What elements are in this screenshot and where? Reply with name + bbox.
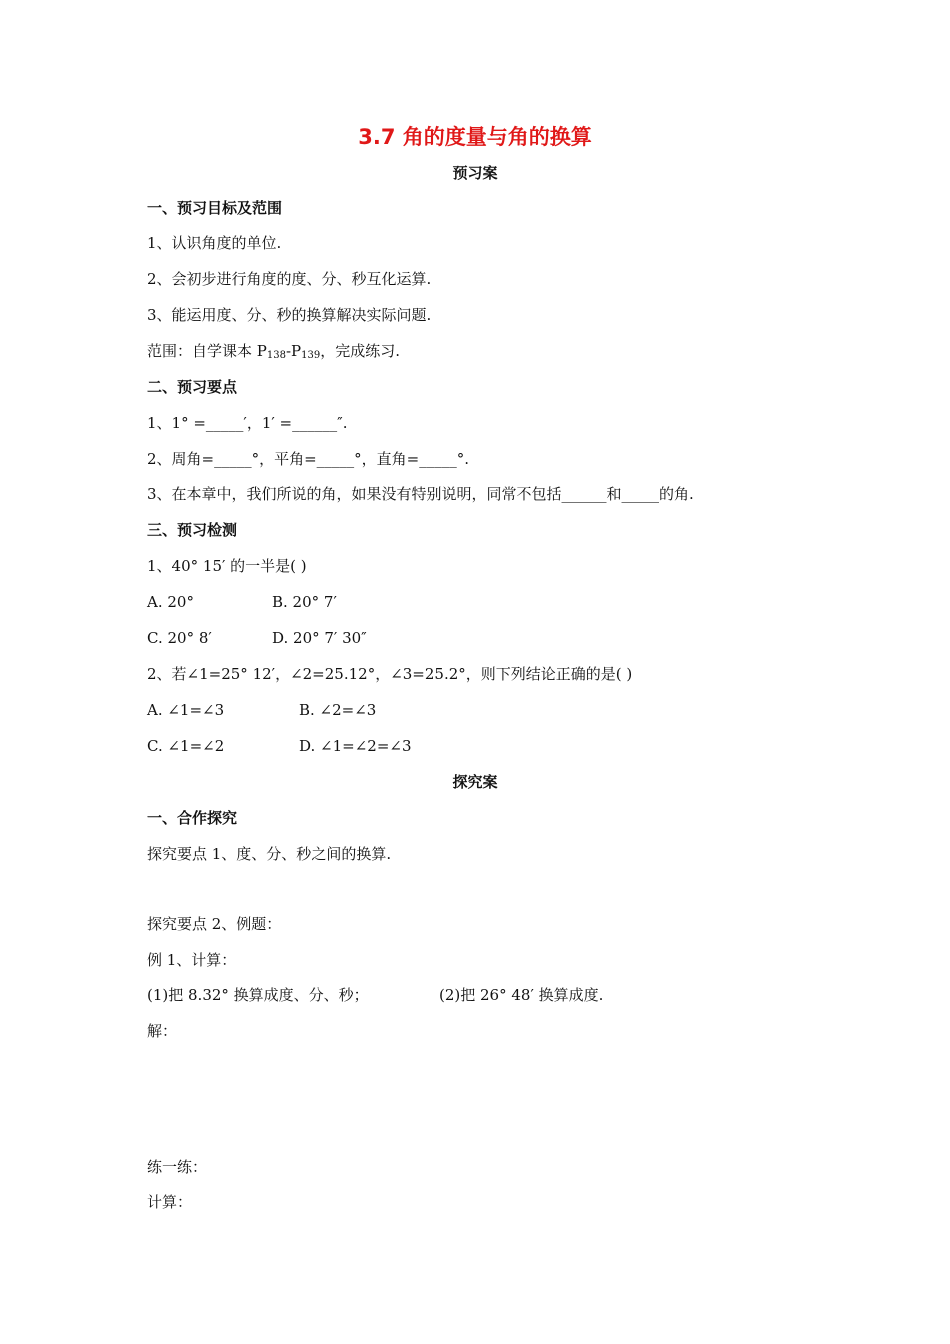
example-1: 例 1、计算： [147, 951, 237, 969]
explore-heading: 探究案 [452, 773, 498, 791]
q2-option-b: B. ∠2=∠3 [299, 701, 377, 719]
scope-text-a: 范围：自学课本 P [147, 342, 267, 360]
section2-title: 二、预习要点 [147, 378, 238, 396]
explore-point-1: 探究要点 1、度、分、秒之间的换算. [147, 845, 392, 863]
point-item-2: 2、周角=_____°，平角=_____°，直角=_____°. [147, 450, 470, 468]
section3-title: 三、预习检测 [147, 521, 238, 539]
q2-option-a: A. ∠1=∠3 [147, 701, 225, 719]
q1-option-c: C. 20° 8′ [147, 629, 212, 647]
q2-option-d: D. ∠1=∠2=∠3 [299, 737, 412, 755]
point-item-1: 1、1° =_____′，1′ =______″. [147, 414, 348, 432]
q1-option-a: A. 20° [147, 593, 194, 611]
scope-line [147, 341, 400, 366]
goal-item-1: 1、认识角度的单位. [147, 234, 282, 252]
page-title: 3.7 角的度量与角的换算 [358, 125, 592, 149]
scope-sub-2: 139 [301, 350, 321, 361]
section1-title: 一、预习目标及范围 [147, 199, 283, 217]
scope-text-b: -P [285, 342, 302, 360]
goal-item-3: 3、能运用度、分、秒的换算解决实际问题. [147, 306, 432, 324]
point-item-3: 3、在本章中，我们所说的角，如果没有特别说明，同常不包括______和_____的角. [147, 485, 694, 503]
q1-option-d: D. 20° 7′ 30″ [272, 629, 367, 647]
q1-option-b: B. 20° 7′ [272, 593, 337, 611]
example-part-2: (2)把 26° 48′ 换算成度. [439, 986, 604, 1004]
question-1: 1、40° 15′ 的一半是( ) [147, 557, 307, 575]
explore-section1-title: 一、合作探究 [147, 809, 238, 827]
goal-item-2: 2、会初步进行角度的度、分、秒互化运算. [147, 270, 432, 288]
scope-text-c: ，完成练习. [320, 342, 401, 360]
scope-sub-1: 138 [266, 350, 286, 361]
practice-label: 练一练： [147, 1158, 208, 1176]
calc-label: 计算： [147, 1193, 193, 1211]
q2-option-c: C. ∠1=∠2 [147, 737, 225, 755]
preview-heading: 预习案 [452, 164, 498, 182]
question-2: 2、若∠1=25° 12′，∠2=25.12°，∠3=25.2°，则下列结论正确的是( ) [147, 665, 633, 683]
solution-label: 解： [147, 1022, 178, 1040]
example-part-1: (1)把 8.32° 换算成度、分、秒； [147, 986, 369, 1004]
explore-point-2: 探究要点 2、例题： [147, 915, 282, 933]
